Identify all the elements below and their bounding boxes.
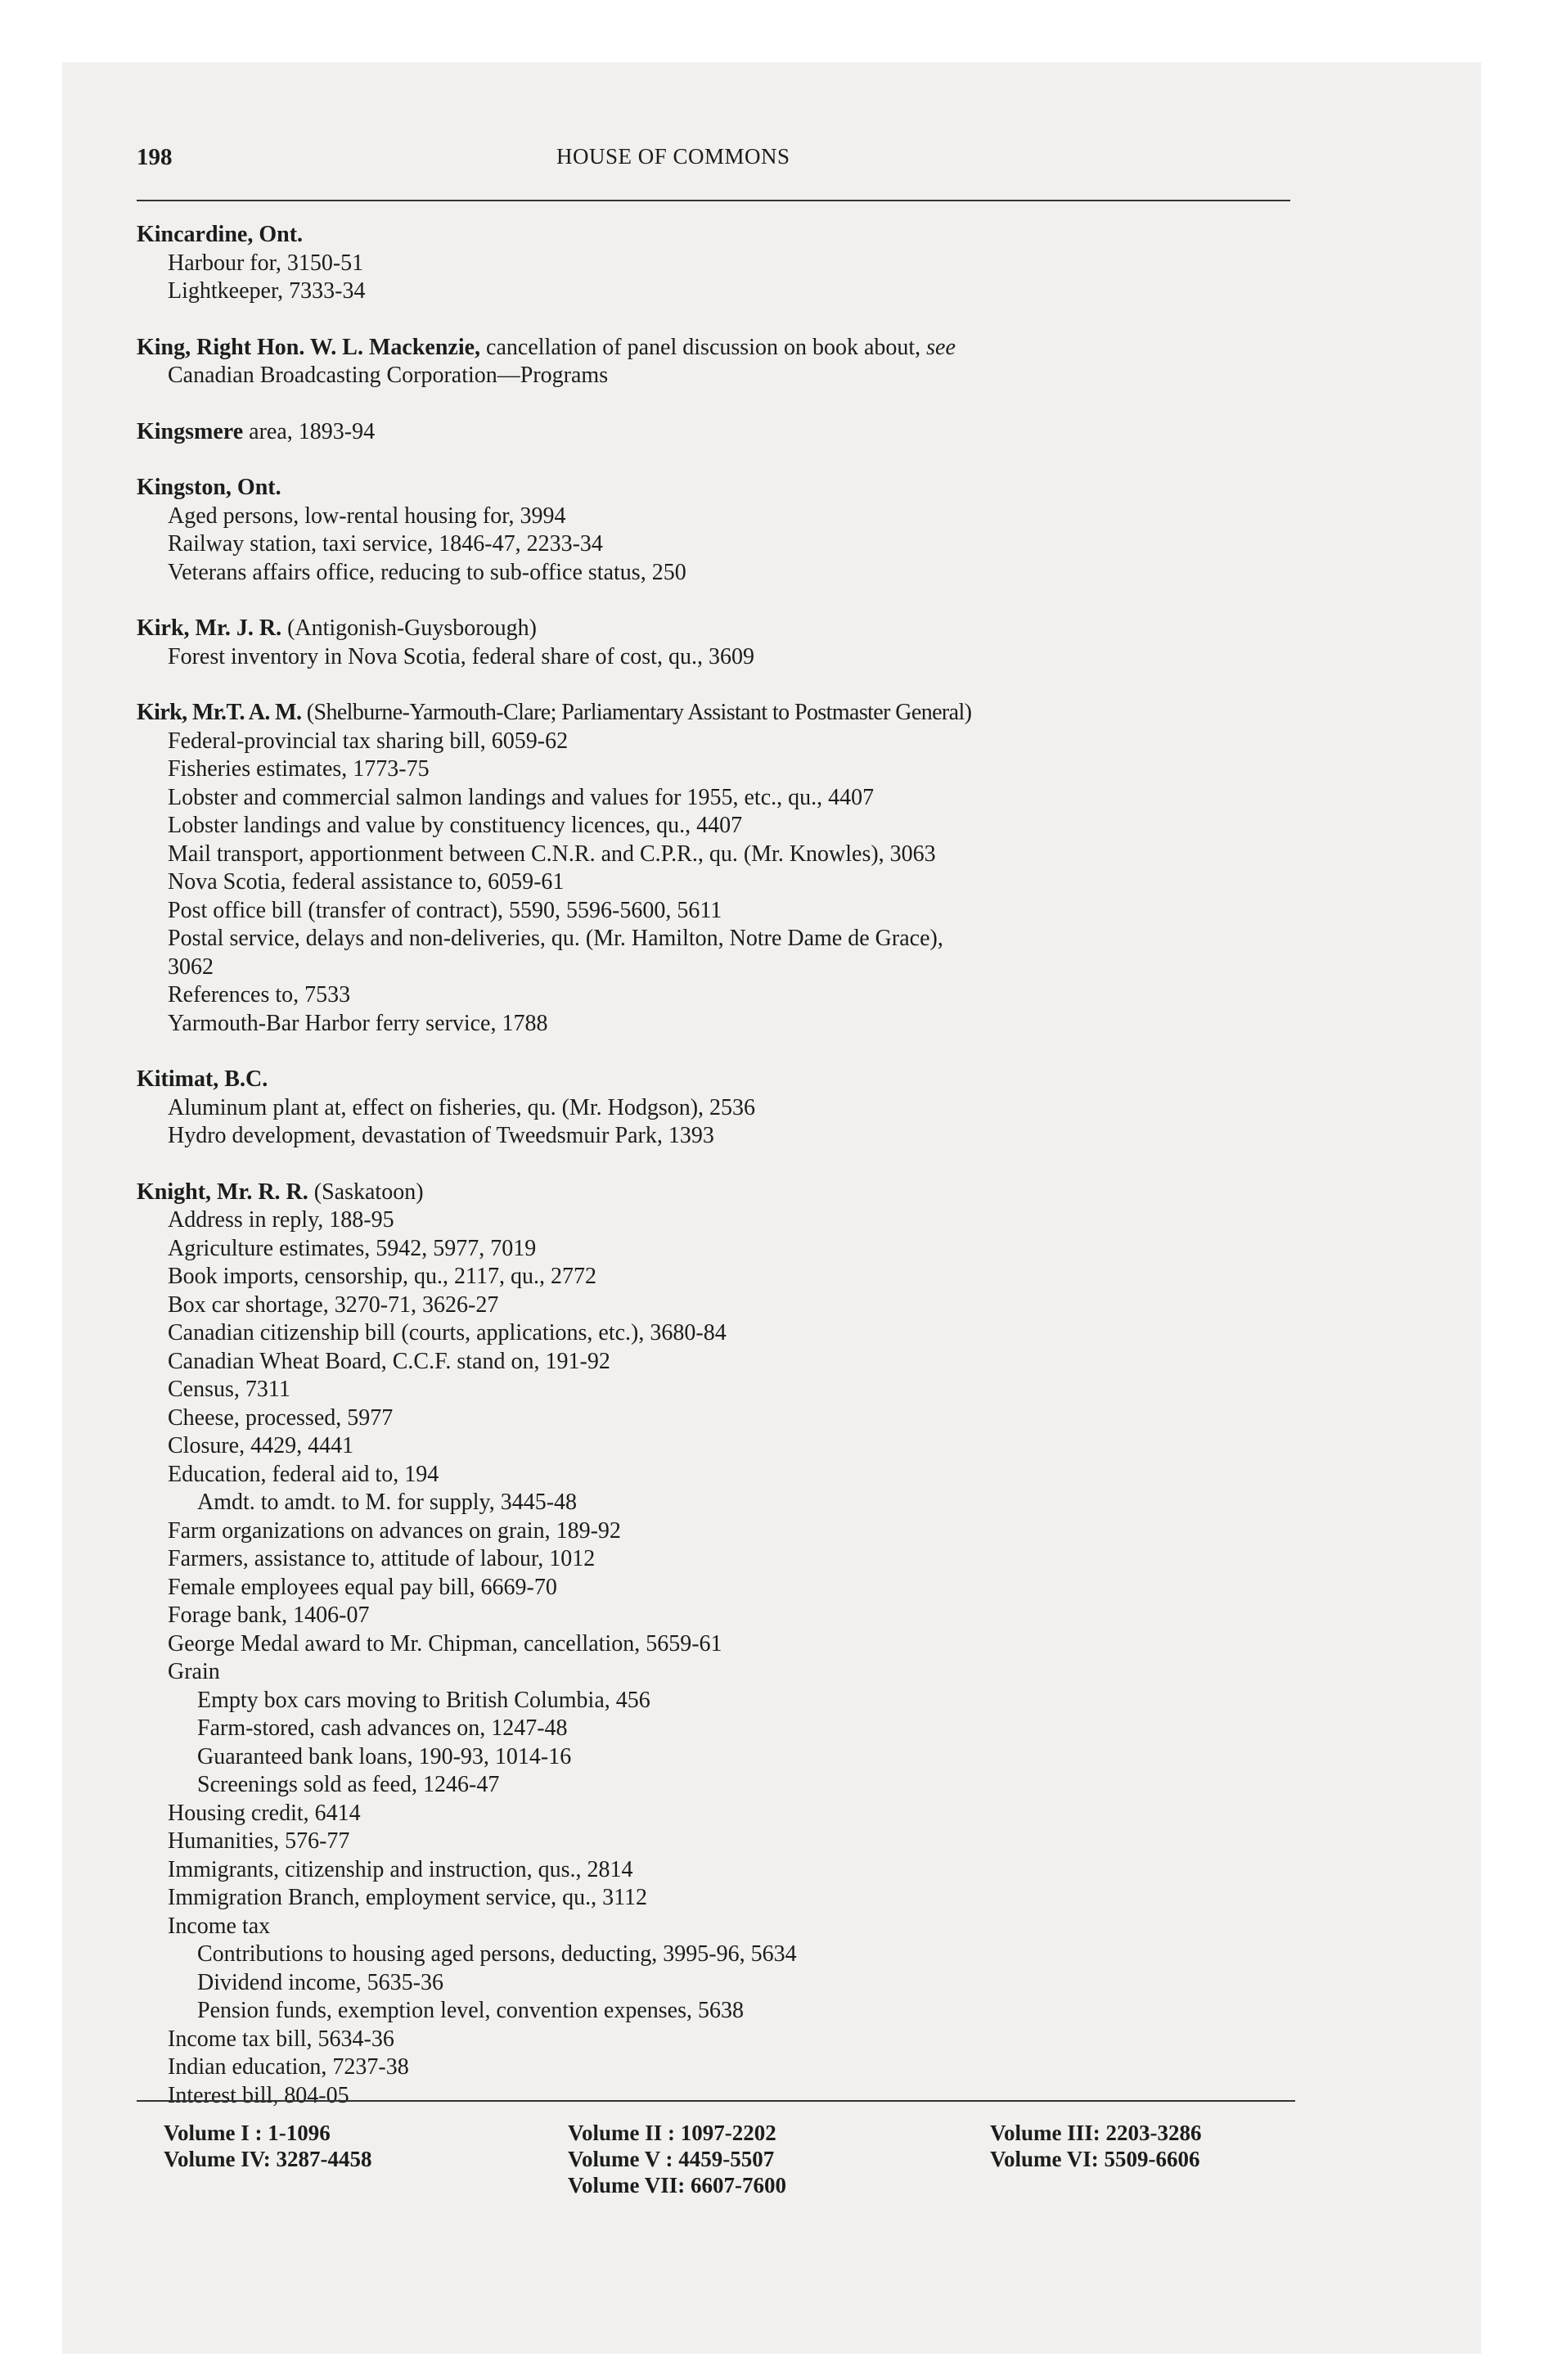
sub-entry: Cheese, processed, 5977: [168, 1404, 394, 1431]
sub-entry: Aluminum plant at, effect on fisheries, qu. (Mr. Hodgson), 2536: [168, 1094, 756, 1120]
index-entry-kincardine: [137, 221, 1298, 306]
sub-entry: Agriculture estimates, 5942, 5977, 7019: [168, 1235, 537, 1261]
volume-range: Volume VI: 5509-6606: [990, 2147, 1200, 2171]
sub-sub-entry: Pension funds, exemption level, convention expenses, 5638: [197, 1998, 744, 2023]
sub-entry: Book imports, censorship, qu., 2117, qu., 2772: [168, 1264, 596, 1289]
entry-heading: Kingsmere: [137, 418, 244, 444]
sub-entry: Address in reply, 188-95: [168, 1207, 394, 1233]
sub-entry: Nova Scotia, federal assistance to, 6059-61: [168, 869, 565, 895]
sub-entry: George Medal award to Mr. Chipman, cancellation, 5659-61: [168, 1630, 722, 1657]
volume-range: Volume I : 1-1096: [164, 2121, 331, 2145]
sub-entry: Forest inventory in Nova Scotia, federal share of cost, qu., 3609: [168, 643, 754, 669]
sub-entry: Hydro development, devastation of Tweedsmuir Park, 1393: [168, 1123, 714, 1148]
sub-entry: Federal-provincial tax sharing bill, 6059-62: [168, 728, 569, 754]
entry-heading: Kirk, Mr. J. R.: [137, 615, 282, 641]
sub-entry: Canadian citizenship bill (courts, applications, etc.), 3680-84: [168, 1320, 727, 1346]
sub-entry: Railway station, taxi service, 1846-47, 2233-34: [168, 531, 603, 557]
index-entry-kingsmere: [137, 418, 1298, 447]
entry-heading: Kingston, Ont.: [137, 475, 281, 500]
sub-entry: Mail transport, apportionment between C.N.R. and C.P.R., qu. (Mr. Knowles), 3063: [168, 841, 936, 867]
entry-heading: Kirk, Mr.T. A. M.: [137, 700, 302, 725]
sub-entry: Yarmouth-Bar Harbor ferry service, 1788: [168, 1010, 548, 1036]
sub-entry: Grain: [168, 1659, 220, 1684]
sub-entry: Education, federal aid to, 194: [168, 1461, 439, 1487]
index-column: [137, 221, 1298, 2138]
sub-entry: Housing credit, 6414: [168, 1800, 361, 1826]
volume-range: Volume VII: 6607-7600: [568, 2173, 787, 2197]
sub-entry: Lightkeeper, 7333-34: [168, 278, 366, 304]
sub-entry: Canadian Broadcasting Corporation—Programs: [168, 363, 609, 388]
sub-entry: Veterans affairs office, reducing to sub-office status, 250: [168, 559, 686, 585]
entry-heading-rest: area, 1893-94: [243, 418, 376, 444]
index-entry-knight: [137, 1179, 1298, 2111]
sub-sub-entry: Contributions to housing aged persons, deducting, 3995-96, 5634: [197, 1941, 797, 1967]
sub-entry: Canadian Wheat Board, C.C.F. stand on, 191-92: [168, 1348, 610, 1374]
entry-heading: Knight, Mr. R. R.: [137, 1179, 308, 1205]
entry-heading-rest: cancellation of panel discussion on book about,: [480, 334, 927, 360]
page-header: [137, 144, 1290, 177]
index-entry-kingston: [137, 474, 1298, 587]
sub-entry: Female employees equal pay bill, 6669-70: [168, 1574, 557, 1600]
sub-entry: Income tax bill, 5634-36: [168, 2026, 394, 2052]
sub-sub-entry: Farm-stored, cash advances on, 1247-48: [197, 1715, 568, 1741]
volume-range: Volume IV: 3287-4458: [164, 2147, 372, 2171]
entry-heading: King, Right Hon. W. L. Mackenzie,: [137, 334, 481, 360]
sub-entry: Indian education, 7237-38: [168, 2054, 409, 2080]
sub-entry: Census, 7311: [168, 1377, 290, 1402]
sub-entry: Immigrants, citizenship and instruction, qus., 2814: [168, 1856, 633, 1882]
entry-heading-rest: (Saskatoon): [308, 1179, 424, 1205]
sub-entry: Box car shortage, 3270-71, 3626-27: [168, 1291, 499, 1318]
sub-sub-entry: Guaranteed bank loans, 190-93, 1014-16: [197, 1743, 572, 1769]
index-entry-king: [137, 334, 1298, 390]
volume-key-column-2: [568, 2120, 786, 2198]
sub-entry: Lobster and commercial salmon landings and values for 1955, etc., qu., 4407: [168, 784, 875, 810]
header-rule: [137, 200, 1290, 201]
sub-sub-entry: Screenings sold as feed, 1246-47: [197, 1772, 500, 1797]
index-entry-kirk-tam: [137, 699, 1298, 1038]
sub-entry: References to, 7533: [168, 982, 351, 1007]
volume-range: Volume V : 4459-5507: [568, 2147, 775, 2171]
index-entry-kirk-jr: [137, 615, 1298, 671]
sub-entry: Post office bill (transfer of contract), 5590, 5596-5600, 5611: [168, 897, 722, 923]
sub-entry: Forage bank, 1406-07: [168, 1602, 370, 1628]
sub-entry: Lobster landings and value by constituency licences, qu., 4407: [168, 813, 743, 838]
entry-heading: Kitimat, B.C.: [137, 1066, 268, 1092]
volume-range: Volume III: 2203-3286: [990, 2121, 1202, 2145]
sub-sub-entry: Empty box cars moving to British Columbia, 456: [197, 1687, 650, 1713]
sub-entry: Income tax: [168, 1913, 271, 1939]
sub-entry: Farm organizations on advances on grain, 189-92: [168, 1517, 621, 1544]
sub-entry: Interest bill, 804-05: [168, 2082, 349, 2108]
volume-key-column-3: [990, 2120, 1202, 2172]
running-head: HOUSE OF COMMONS: [556, 144, 790, 169]
sub-sub-entry: Dividend income, 5635-36: [197, 1969, 443, 1995]
sub-sub-entry: Amdt. to amdt. to M. for supply, 3445-48: [197, 1490, 578, 1515]
sub-entry: Postal service, delays and non-deliveries, qu. (Mr. Hamilton, Notre Dame de Grace),: [168, 926, 943, 951]
footer-rule: [137, 2100, 1295, 2102]
sub-entry: Aged persons, low-rental housing for, 3994: [168, 503, 566, 529]
entry-heading-rest: (Antigonish-Guysborough): [281, 615, 537, 641]
see-reference: see: [926, 334, 956, 360]
entry-heading: Kincardine, Ont.: [137, 222, 304, 247]
sub-entry-continuation: 3062: [168, 953, 214, 980]
sub-entry: Harbour for, 3150-51: [168, 250, 364, 276]
page-number: 198: [137, 144, 173, 170]
sub-entry: Closure, 4429, 4441: [168, 1433, 354, 1458]
sub-entry: Farmers, assistance to, attitude of labour, 1012: [168, 1546, 596, 1571]
volume-range: Volume II : 1097-2202: [568, 2121, 776, 2145]
entry-heading-rest: (Shelburne-Yarmouth-Clare; Parliamentary Assistant to Postmaster General): [301, 700, 972, 725]
sub-entry: Fisheries estimates, 1773-75: [168, 756, 430, 782]
volume-key-column-1: [164, 2120, 372, 2172]
sub-entry: Humanities, 576-77: [168, 1828, 350, 1854]
sub-entry: Immigration Branch, employment service, qu., 3112: [168, 1885, 648, 1910]
index-entry-kitimat: [137, 1066, 1298, 1151]
